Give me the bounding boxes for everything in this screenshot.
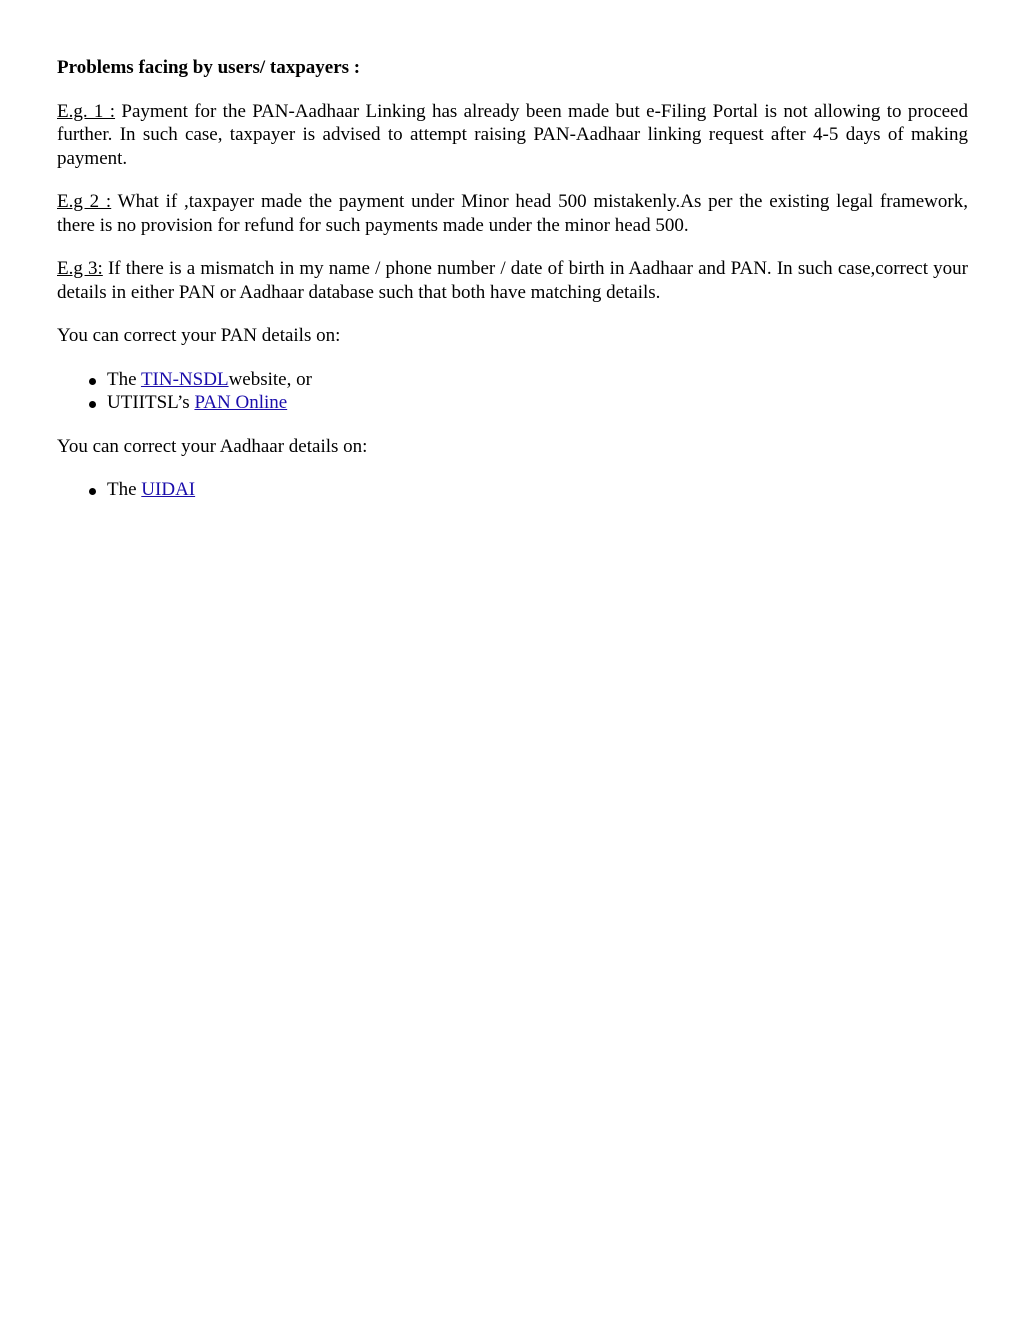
example-3-label: E.g 3: [57,258,103,279]
example-3 [57,257,968,304]
aadhaar-options-list [57,478,968,502]
pan-item-1-suffix: website, or [228,368,312,390]
example-1-text: Payment for the PAN-Aadhaar Linking has already been made but e-Filing Portal is not allowing to proceed further. In such case, taxpayer is advised to attempt raising PAN-Aadhaar linking request after 4-5 days of making payment. [57,100,968,169]
pan-item-1-prefix: The [107,368,141,390]
uidai-link[interactable]: UIDAI [141,479,196,500]
example-2-label: E.g 2 : [57,191,112,212]
list-item [89,368,968,392]
example-3-text: If there is a mismatch in my name / phone number / date of birth in Aadhaar and PAN. In such case,correct your details in either PAN or Aadhaar database such that both have matching details. [57,258,969,303]
aadhaar-intro: You can correct your Aadhaar details on: [57,435,368,457]
example-1-label: E.g. 1 : [57,100,116,122]
document-page [57,56,968,522]
aadhaar-item-1-prefix: The [107,479,142,500]
bullet-icon [89,378,96,385]
list-item [89,391,968,415]
bullet-icon [89,401,96,408]
tin-nsdl-link[interactable]: TIN-NSDL [140,368,229,390]
pan-intro: You can correct your PAN details on: [57,325,341,346]
page-heading: Problems facing by users/ taxpayers : [57,57,361,78]
pan-item-2-prefix: UTIITSL’s [107,392,195,413]
example-1 [57,100,968,171]
list-item [89,478,968,502]
pan-online-link[interactable]: PAN Online [194,392,288,413]
example-2-text: What if ,taxpayer made the payment under Minor head 500 mistakenly.As per the existing legal framework, there is no provision for refund for such payments made under the minor head 500. [57,191,968,236]
pan-options-list [57,368,968,415]
bullet-icon [89,488,96,495]
example-2 [57,190,968,237]
